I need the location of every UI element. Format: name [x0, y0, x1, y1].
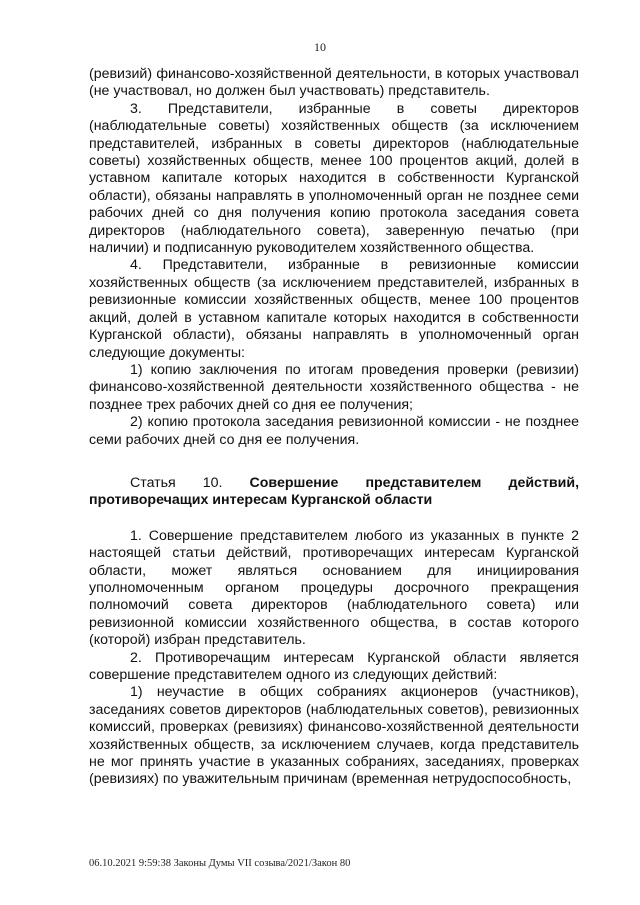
spacer	[89, 449, 579, 475]
document-body	[89, 66, 579, 789]
subitem-2: 2) копию протокола заседания ревизионной комиссии - не позднее семи рабочих дней со дня ее получения.	[89, 414, 579, 448]
page-number: 10	[314, 40, 326, 54]
article-paragraph-2: 2. Противоречащим интересам Курганской области является совершение представителем одного из следующих действий:	[89, 649, 579, 683]
article-heading	[89, 475, 579, 510]
article-title: Совершение представителем действий, противоречащих интересам Курганской области	[89, 474, 580, 509]
article-prefix: Статья 10.	[130, 474, 250, 491]
paragraph-item-3: 3. Представители, избранные в советы директоров (наблюдательные советы) хозяйственных обществ (за исключением представителей, избранных в советы директоров (наблюдательные советы) хозяйственных обществ, менее 100 процентов акций, долей в уставном капитале которых находится в собственности Курганской области), обязаны направлять в уполномоченный орган не позднее семи рабочих дней со дня получения копию протокола заседания совета директоров (наблюдательного совета), заверенную печатью (при наличии) и подписанную руководителем хозяйственного общества.	[89, 100, 579, 257]
footer-stamp: 06.10.2021 9:59:38 Законы Думы VII созыва/2021/Закон 80	[89, 858, 351, 869]
subitem-1: 1) копию заключения по итогам проведения проверки (ревизии) финансово-хозяйственной деятельности хозяйственного общества - не позднее трех рабочих дней со дня ее получения;	[89, 361, 579, 413]
paragraph-continuation: (ревизий) финансово-хозяйственной деятельности, в которых участвовал (не участвовал, но должен был участвовать) представитель.	[89, 66, 579, 100]
article-subitem-1: 1) неучастие в общих собраниях акционеров (участников), заседаниях советов директоров (наблюдательных советов), ревизионных комиссий, проверках (ревизиях) финансово-хозяйственной деятельности хозяйственных обществ, за исключением случаев, когда представитель не мог принять участие в указанных собраниях, заседаниях, проверках (ревизиях) по уважительным причинам (временная нетрудоспособность,	[89, 684, 579, 788]
article-paragraph-1: 1. Совершение представителем любого из указанных в пункте 2 настоящей статьи действий, противоречащих интересам Курганской области, может являться основанием для инициирования уполномоченным органом процедуры досрочного прекращения полномочий совета директоров (наблюдательного совета) или ревизионной комиссии хозяйственного общества, в состав которого (которой) избран представитель.	[89, 527, 579, 649]
spacer	[89, 510, 579, 528]
paragraph-item-4: 4. Представители, избранные в ревизионные комиссии хозяйственных обществ (за исключением представителей, избранных в ревизионные комиссии хозяйственных обществ, менее 100 процентов акций, долей в уставном капитале которых находится в собственности Курганской области), обязаны направлять в уполномоченный орган следующие документы:	[89, 257, 579, 361]
